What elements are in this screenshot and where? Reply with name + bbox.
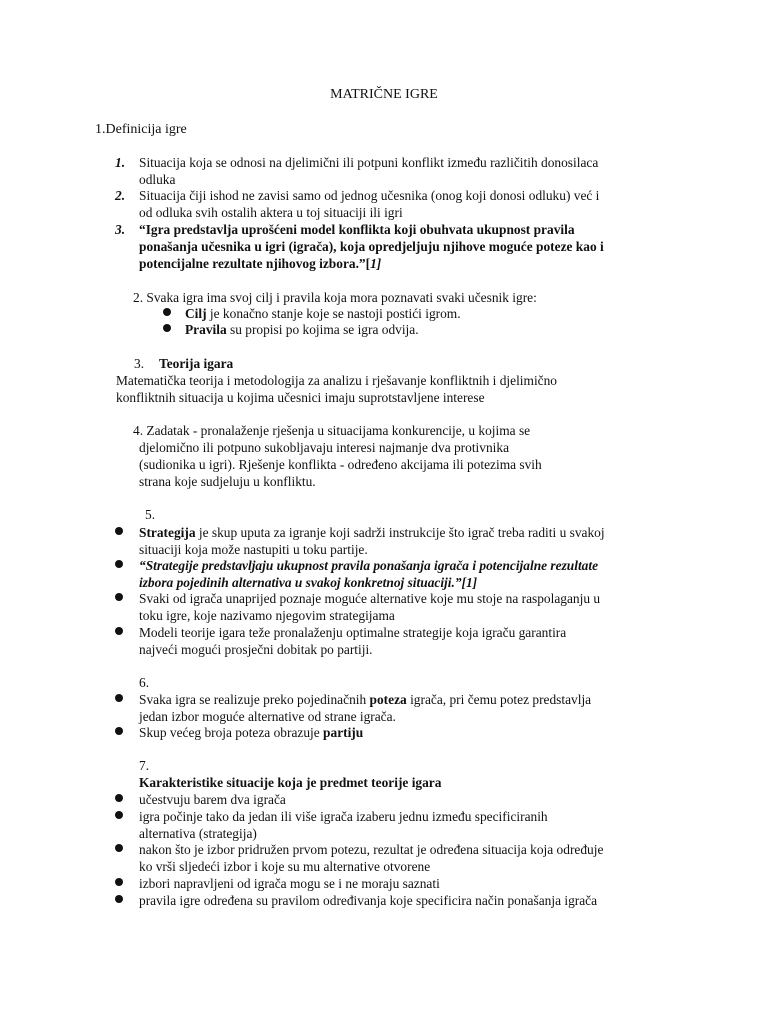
paragraph-line: konfliktnih situacija u kojima učesnici imaju suprotstavljene interese (116, 390, 485, 405)
bullet-item-line: “Strategije predstavljaju ukupnost pravila ponašanja igrača i potencijalne rezultate (139, 558, 599, 573)
text: Skup većeg broja poteza obrazuje (139, 725, 324, 740)
bullet-item-line: alternativa (strategija) (139, 826, 257, 841)
list-item-line: od odluka svih ostalih aktera u toj situaciji ili igri (139, 205, 403, 220)
section-heading: Teorija igara (159, 356, 234, 371)
bullet-item-line: situaciji koja može nastupiti u toku partije. (139, 542, 368, 557)
section-number: 3. (134, 356, 145, 371)
list-item-line: “Igra predstavlja uprošćeni model konflikta koji obuhvata ukupnost pravila (139, 222, 575, 237)
paragraph-line: strana koje sudjeluju u konfliktu. (139, 474, 316, 489)
bullet-icon (115, 895, 123, 903)
section-number: 5. (145, 507, 156, 522)
bullet-icon (115, 727, 123, 735)
section-heading: Karakteristike situacije koja je predmet teorije igara (139, 775, 442, 790)
paragraph-line: 4. Zadatak - pronalaženje rješenja u situacijama konkurencije, u kojima se (133, 423, 531, 438)
bullet-item (139, 724, 363, 741)
list-number: 2. (115, 188, 126, 203)
bullet-item-line: nakon što je izbor pridružen prvom potezu, rezultat je određena situacija koja određuje (139, 842, 604, 857)
citation-ref: 1] (370, 256, 382, 271)
bullet-icon (115, 811, 123, 819)
bullet-item-line: izbora pojedinih alternativa u svakoj konkretnoj situaciji.”[1] (139, 575, 478, 590)
document-title: MATRIČNE IGRE (330, 87, 438, 102)
bullet-item-line: pravila igre određena su pravilom određivanja koje specificira način ponašanja igrača (139, 893, 598, 908)
bullet-item-line: Svaki od igrača unaprijed poznaje moguće alternative koje mu stoje na raspolaganju u (139, 591, 601, 606)
paragraph-line: Matematička teorija i metodologija za analizu i rješavanje konfliktnih i djelimično (116, 373, 558, 388)
list-number: 1. (115, 155, 126, 170)
bullet-icon (115, 527, 123, 535)
bullet-item (139, 691, 591, 708)
text: igrača, pri čemu potez predstavlja (406, 692, 592, 707)
term: poteza (369, 692, 407, 707)
definition: je skup uputa za igranje koji sadrži instrukcije što igrač treba raditi u svakoj (195, 525, 605, 540)
term: Cilj (185, 306, 207, 321)
section-number: 6. (139, 675, 150, 690)
bullet-item-line: učestvuju barem dva igrača (139, 792, 286, 807)
bullet-icon (115, 794, 123, 802)
bullet-item-line: Modeli teorije igara teže pronalaženju optimalne strategije koja igraču garantira (139, 625, 567, 640)
bullet-icon (163, 308, 171, 316)
definition: su propisi po kojima se igra odvija. (226, 322, 419, 337)
text: Svaka igra se realizuje preko pojedinačnih (139, 692, 370, 707)
bullet-item-line: igra počinje tako da jedan ili više igrača izaberu jednu između specificiranih (139, 809, 548, 824)
term: Pravila (185, 322, 227, 337)
bullet-item-line: ko vrši sljedeći izbor i koje su mu alternative otvorene (139, 859, 431, 874)
quote-text: potencijalne rezultate njihovog izbora.”[ (139, 256, 371, 271)
section-intro: 2. Svaka igra ima svoj cilj i pravila koja mora poznavati svaki učesnik igre: (133, 290, 537, 305)
bullet-item-line: najveći mogući prosječni dobitak po partiji. (139, 642, 373, 657)
paragraph-line: (sudionika u igri). Rješenje konflikta - određeno akcijama ili potezima svih (139, 457, 542, 472)
section-number: 7. (139, 758, 150, 773)
bullet-icon (115, 878, 123, 886)
list-number: 3. (115, 222, 126, 237)
bullet-icon (115, 593, 123, 601)
section-heading-definition: 1.Definicija igre (95, 122, 187, 137)
list-item-line: ponašanja učesnika u igri (igrača), koja opredjeljuju njihove moguće poteze kao i (139, 239, 604, 254)
bullet-item (139, 524, 605, 541)
bullet-icon (115, 844, 123, 852)
bullet-icon (115, 560, 123, 568)
term: partiju (323, 725, 364, 740)
bullet-item-line: jedan izbor moguće alternative od strane igrača. (139, 709, 396, 724)
list-item-line (139, 255, 679, 272)
term: Strategija (139, 525, 196, 540)
bullet-item (185, 305, 461, 322)
bullet-icon (163, 324, 171, 332)
list-item-line: Situacija koja se odnosi na djelimični ili potpuni konflikt između različitih donosilaca (139, 155, 599, 170)
paragraph-line: djelomično ili potpuno sukobljavaju interesi najmanje dva protivnika (139, 440, 510, 455)
list-item-line: odluka (139, 172, 176, 187)
bullet-item-line: toku igre, koje nazivamo njegovim strategijama (139, 608, 395, 623)
bullet-icon (115, 627, 123, 635)
bullet-icon (115, 694, 123, 702)
list-item-line: Situacija čiji ishod ne zavisi samo od jednog učesnika (onog koji donosi odluku) već i (139, 188, 600, 203)
definition: je konačno stanje koje se nastoji postići igrom. (206, 306, 461, 321)
bullet-item (185, 321, 419, 338)
bullet-item-line: izbori napravljeni od igrača mogu se i ne moraju saznati (139, 876, 440, 891)
